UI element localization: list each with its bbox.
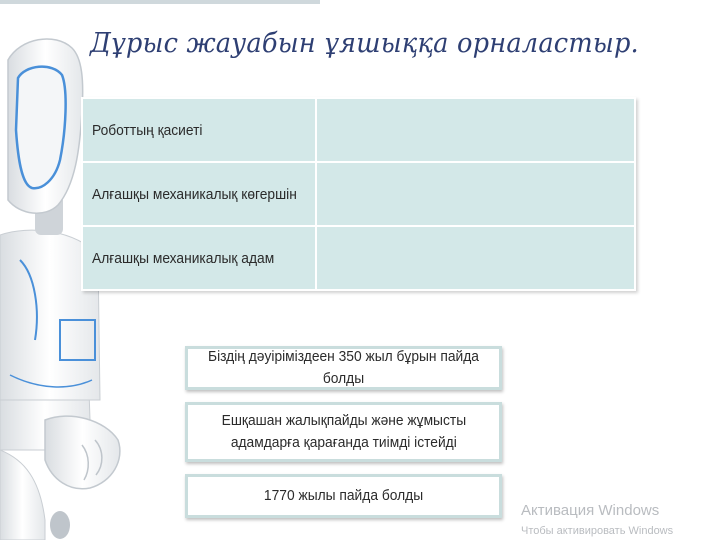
card-text: 1770 жылы пайда болды bbox=[263, 487, 424, 504]
table-row bbox=[82, 162, 635, 226]
card-text-block bbox=[211, 410, 477, 454]
drop-slot-first-mechanical-pigeon[interactable] bbox=[316, 162, 635, 226]
matching-table bbox=[81, 97, 636, 291]
watermark-title: Активация Windows bbox=[521, 502, 660, 519]
table-row bbox=[82, 226, 635, 290]
watermark-subtitle: Чтобы активировать Windows bbox=[521, 525, 674, 537]
card-text-line-1: Ешқашан жалықпайды және жұмысты bbox=[221, 412, 466, 429]
answer-card-350-years-bc[interactable] bbox=[185, 346, 502, 390]
row-label-first-mechanical-human: Алғашқы механикалық адам bbox=[82, 226, 316, 290]
row-label-robot-property: Роботтың қасиеті bbox=[82, 98, 316, 162]
answer-card-1770[interactable] bbox=[185, 474, 502, 518]
windows-activation-watermark bbox=[521, 502, 673, 537]
drop-slot-robot-property[interactable] bbox=[316, 98, 635, 162]
card-text-line-2: адамдарға қарағанда тиімді істейді bbox=[230, 434, 457, 451]
top-strip bbox=[0, 0, 320, 4]
answer-card-never-tires[interactable] bbox=[185, 402, 502, 462]
slide-title: Дұрыс жауабын ұяшыққа орналастыр. bbox=[90, 28, 639, 59]
row-label-first-mechanical-pigeon: Алғашқы механикалық көгершін bbox=[82, 162, 316, 226]
table-row bbox=[82, 98, 635, 162]
drop-slot-first-mechanical-human[interactable] bbox=[316, 226, 635, 290]
card-text: Біздің дәуіріміздеен 350 жыл бұрын пайда болды bbox=[208, 348, 479, 387]
